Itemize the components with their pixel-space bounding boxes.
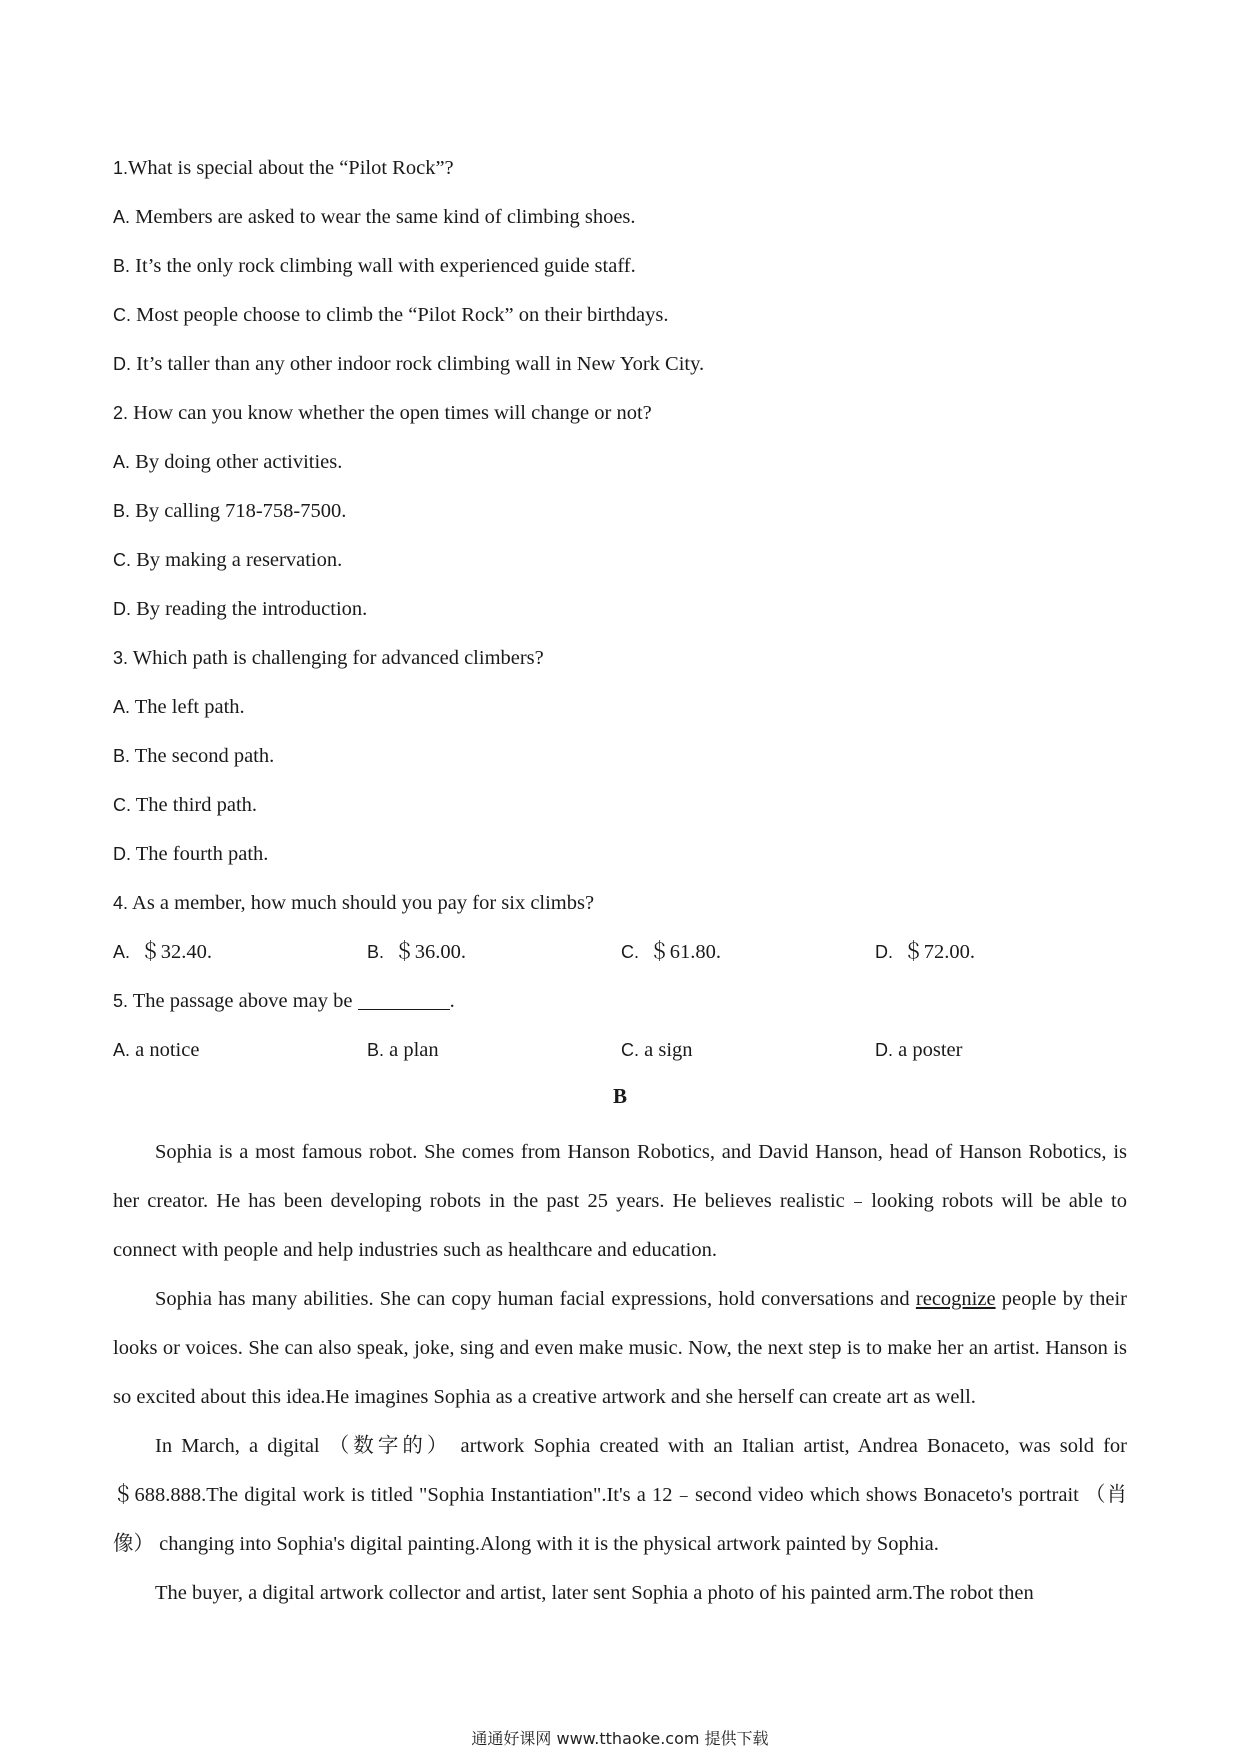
page-footer: 通通好课网 www.tthaoke.com 提供下载: [471, 1729, 769, 1748]
question-5: 5. The passage above may be .: [113, 985, 1133, 1034]
question-2-option-b: B. By calling 718-758-7500.: [113, 500, 347, 522]
question-3-option-c: C. The third path.: [113, 794, 258, 816]
question-2: 2. How can you know whether the open times will change or not?: [113, 402, 652, 424]
question-4-options: [113, 936, 1133, 985]
underlined-word: recognize: [915, 1288, 996, 1310]
question-list: [113, 152, 1133, 1083]
question-3-text: Which path is challenging for advanced climbers?: [132, 647, 544, 669]
question-2-option-d: D. By reading the introduction.: [113, 598, 368, 620]
question-3-option-a: A. The left path.: [113, 696, 245, 718]
question-4: 4. As a member, how much should you pay for six climbs?: [113, 892, 595, 914]
section-heading: B: [612, 1084, 627, 1108]
question-4-option-c: C. ＄61.80.: [621, 941, 721, 963]
passage-paragraph-3: In March, a digital （数字的） artwork Sophia created with an Italian artist, Andrea Bonaceto, was sold for ＄688.888.The digital work is titled "Sophia Instantiation".It's a 12﹣second video which shows Bonaceto's portrait （肖像） changing into Sophia's digital painting.Along with it is the physical artwork painted by Sophia.: [113, 1435, 1127, 1555]
question-5-option-a: A. a notice: [113, 1039, 200, 1061]
passage-paragraph-4: The buyer, a digital artwork collector and artist, later sent Sophia a photo of his painted arm.The robot then: [155, 1582, 1034, 1604]
question-2-text: How can you know whether the open times will change or not?: [133, 402, 652, 424]
question-3: 3. Which path is challenging for advanced climbers?: [113, 647, 544, 669]
question-1-option-a: A. Members are asked to wear the same kind of climbing shoes.: [113, 206, 636, 228]
question-3-option-b: B. The second path.: [113, 745, 275, 767]
question-3-option-d: D. The fourth path.: [113, 843, 269, 865]
question-4-option-a: A. ＄32.40.: [113, 941, 213, 963]
question-5-option-c: C. a sign: [621, 1039, 693, 1061]
question-5-text: The passage above may be: [132, 990, 353, 1012]
question-5-option-b: B. a plan: [367, 1039, 439, 1061]
answer-blank: [358, 987, 450, 1010]
passage-paragraph-2: Sophia has many abilities. She can copy human facial expressions, hold conversations and recognize people by their looks or voices. She can also speak, joke, sing and even make music. Now, the next step is to make her an artist. Hanson is so excited about this idea.He imagines Sophia as a creative artwork and she herself can create art as well.: [113, 1288, 1127, 1408]
question-1: 1.What is special about the “Pilot Rock”?: [113, 157, 454, 179]
question-1-option-c: C. Most people choose to climb the “Pilot Rock” on their birthdays.: [113, 304, 669, 326]
question-2-option-c: C. By making a reservation.: [113, 549, 343, 571]
passage-paragraph-1: Sophia is a most famous robot. She comes from Hanson Robotics, and David Hanson, head of Hanson Robotics, is her creator. He has been developing robots in the past 25 years. He believes realistic﹣looking robots will be able to connect with people and help industries such as healthcare and education.: [113, 1141, 1127, 1261]
question-1-option-d: D. It’s taller than any other indoor rock climbing wall in New York City.: [113, 353, 705, 375]
reading-passage: [113, 1128, 1127, 1618]
question-4-option-d: D. ＄72.00.: [875, 941, 975, 963]
question-5-option-d: D. a poster: [875, 1039, 963, 1061]
question-5-options: [113, 1034, 1133, 1083]
question-1-text: What is special about the “Pilot Rock”?: [128, 157, 454, 179]
question-2-option-a: A. By doing other activities.: [113, 451, 343, 473]
question-1-option-b: B. It’s the only rock climbing wall with experienced guide staff.: [113, 255, 636, 277]
question-4-option-b: B. ＄36.00.: [367, 941, 467, 963]
question-4-text: As a member, how much should you pay for six climbs?: [132, 892, 595, 914]
